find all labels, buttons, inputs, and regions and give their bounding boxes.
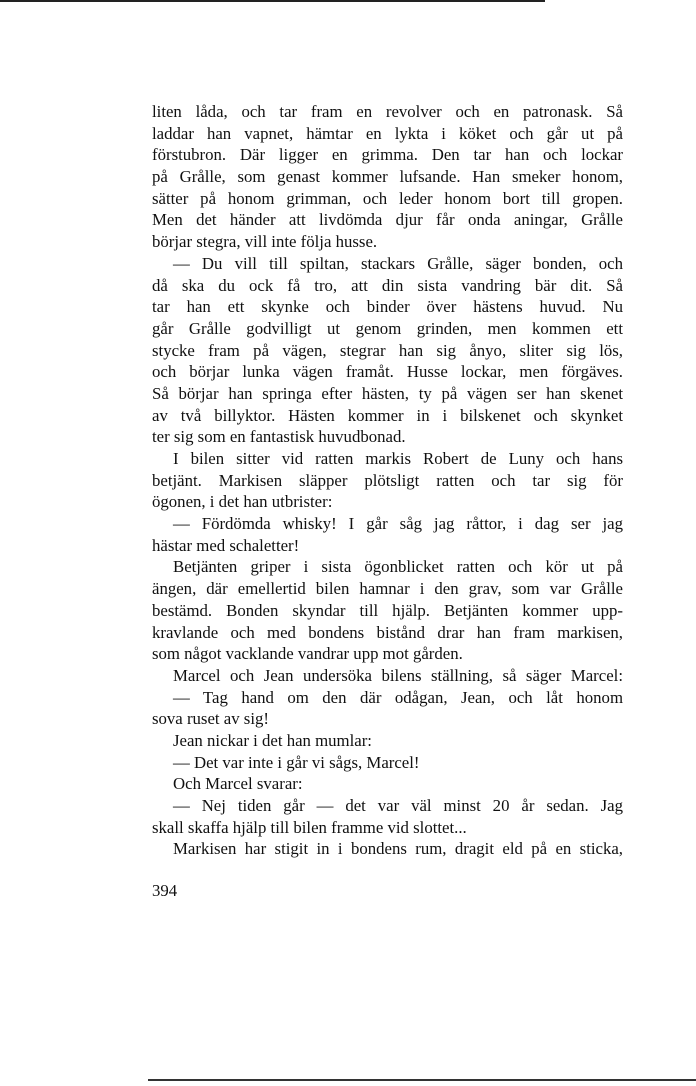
text-line: Jean nickar i det han mumlar: xyxy=(173,730,372,750)
text-line: liten låda, och tar fram en revolver och en patronask. Så xyxy=(152,102,623,121)
text-line: — Du vill till spiltan, stackars Grålle, säger bonden, och xyxy=(173,253,623,273)
text-line: laddar han vapnet, hämtar en lykta i köket och går ut på xyxy=(152,123,623,143)
text-line: sova ruset av sig! xyxy=(152,709,269,729)
text-line: hästar med schaletter! xyxy=(152,535,300,555)
text-line: ögonen, i det han utbrister: xyxy=(152,492,333,512)
text-line: Men det händer att livdömda djur får onda aningar, Grålle xyxy=(152,210,623,230)
text-line: kravlande och med bondens bistånd drar han fram markisen, xyxy=(152,622,623,642)
text-line: bestämd. Bonden skyndar till hjälp. Betjänten kommer upp- xyxy=(152,600,623,620)
text-line: börjar stegra, vill inte följa husse. xyxy=(152,232,378,252)
text-line: Markisen har stigit in i bondens rum, dragit eld på en sticka, xyxy=(173,839,623,859)
text-line: då ska du ock få tro, att din sista vandring bär dit. Så xyxy=(152,275,623,295)
text-line: Betjänten griper i sista ögonblicket ratten och kör ut på xyxy=(173,557,623,577)
text-line: och börjar lunka vägen framåt. Husse lockar, men förgäves. xyxy=(152,362,623,382)
text-line: går Grålle godvilligt ut genom grinden, men kommen ett xyxy=(152,318,623,338)
text-line: sätter på honom grimman, och leder honom bort till gropen. xyxy=(152,188,623,208)
top-edge-rule xyxy=(0,0,545,2)
text-line: betjänt. Markisen släpper plötsligt ratten och tar sig för xyxy=(152,470,623,490)
text-line: I bilen sitter vid ratten markis Robert de Luny och hans xyxy=(173,449,623,468)
bottom-edge-rule xyxy=(148,1079,696,1081)
text-line: stycke fram på vägen, stegrar han sig ånyo, sliter sig lös, xyxy=(152,340,623,360)
body-text xyxy=(152,101,623,860)
text-line: Och Marcel svarar: xyxy=(173,774,303,794)
text-line: som något vacklande vandrar upp mot gården. xyxy=(152,644,463,664)
text-line: Så börjar han springa efter hästen, ty på vägen ser han skenet xyxy=(152,383,623,403)
text-line: Marcel och Jean undersöka bilens ställning, så säger Marcel: xyxy=(173,665,623,685)
text-line: — Nej tiden går — det var väl minst 20 år sedan. Jag xyxy=(173,796,623,815)
text-line: ängen, där emellertid bilen hamnar i den grav, som var Grålle xyxy=(152,579,623,599)
text-line: förstubron. Där ligger en grimma. Den tar han och lockar xyxy=(152,145,623,165)
page-number: 394 xyxy=(152,881,178,900)
text-line: ter sig som en fantastisk huvudbonad. xyxy=(152,427,406,447)
text-line: — Fördömda whisky! I går såg jag råttor, i dag ser jag xyxy=(173,514,623,534)
text-line: på Grålle, som genast kommer lufsande. Han smeker honom, xyxy=(152,167,623,187)
text-line: skall skaffa hjälp till bilen framme vid slottet... xyxy=(152,817,467,837)
text-line: tar han ett skynke och binder över hästens huvud. Nu xyxy=(152,297,623,317)
text-line: — Det var inte i går vi sågs, Marcel! xyxy=(173,752,420,772)
text-line: — Tag hand om den där odågan, Jean, och låt honom xyxy=(173,687,623,707)
text-line: av två billyktor. Hästen kommer in i bilskenet och skynket xyxy=(152,405,623,425)
